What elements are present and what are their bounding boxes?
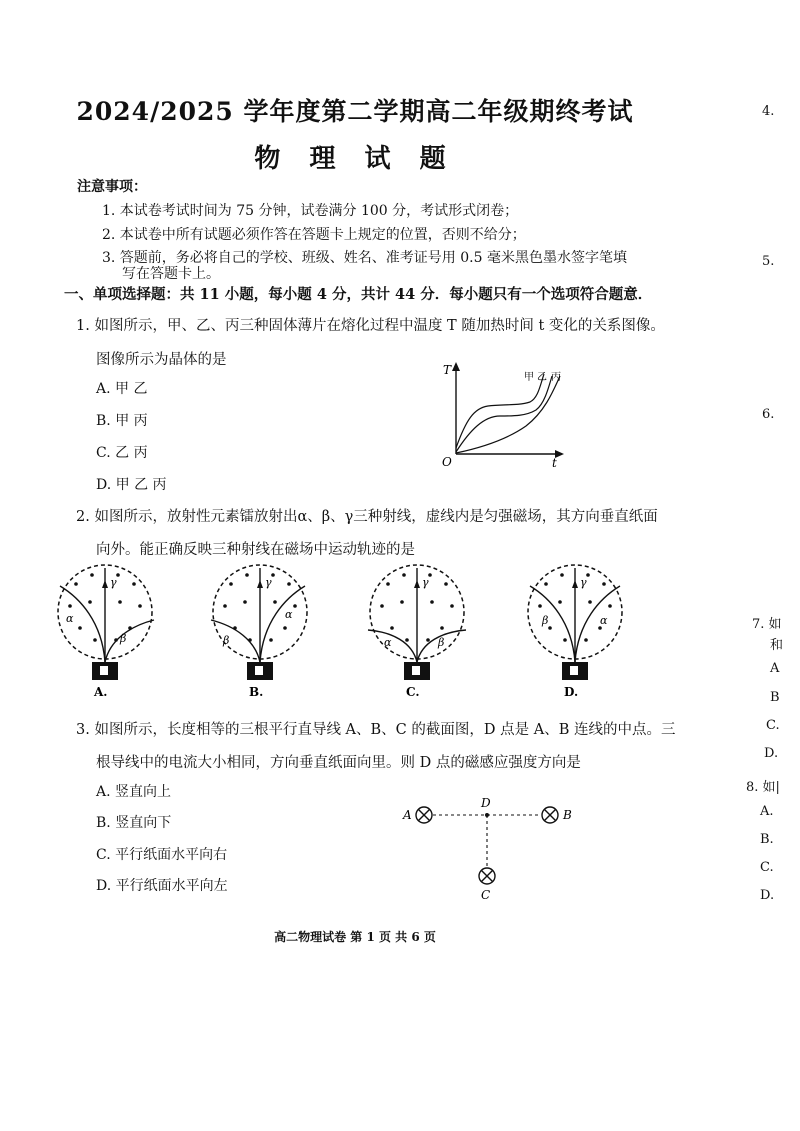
- q1-stem-line2: 图像所示为晶体的是: [96, 352, 227, 368]
- next-page-fragment: D.: [764, 746, 779, 761]
- q2-a-left-label: α: [66, 612, 74, 625]
- q2-a-gamma: γ: [110, 576, 117, 589]
- q3-point-a: A: [403, 808, 412, 822]
- next-page-fragment: 和: [770, 638, 784, 653]
- q3-stem-line2: 根导线中的电流大小相同，方向垂直纸面向里。则 D 点的磁感应强度方向是: [96, 755, 581, 771]
- next-page-fragment: B: [770, 690, 780, 705]
- notice-item: 1. 本试卷考试时间为 75 分钟，试卷满分 100 分，考试形式闭卷；: [102, 203, 519, 219]
- q2-a-right-label: β: [120, 632, 127, 645]
- q2-b-right-label: α: [285, 608, 293, 621]
- next-page-fragment: C.: [766, 718, 780, 733]
- q2-c-right-label: β: [438, 636, 445, 649]
- q1-option-d: D. 甲 乙 丙: [96, 477, 167, 493]
- exam-subtitle: 物 理 试 题: [254, 144, 456, 174]
- q1-label-jia: 甲: [524, 372, 534, 383]
- next-page-fragment: A: [770, 661, 780, 676]
- notice-item: 写在答题卡上。: [122, 266, 220, 282]
- q1-label-bing: 丙: [551, 372, 561, 383]
- q1-curve-bing: [456, 376, 560, 453]
- q1-curve-yi: [456, 376, 552, 452]
- next-page-fragment: 8. 如|: [746, 780, 780, 795]
- next-page-fragment: B.: [760, 832, 774, 847]
- q3-option-c: C. 平行纸面水平向右: [96, 847, 228, 863]
- q2-d-gamma: γ: [580, 576, 587, 589]
- next-page-fragment: 5.: [762, 254, 775, 269]
- next-page-fragment: A.: [760, 804, 774, 819]
- next-page-fragment: 4.: [762, 104, 775, 119]
- q1-origin-label: O: [442, 455, 452, 469]
- q2-d-label: D.: [564, 685, 579, 699]
- next-page-fragment: C.: [760, 860, 774, 875]
- q1-label-yi: 乙: [537, 372, 547, 383]
- q1-x-axis-label: t: [552, 456, 557, 470]
- q3-point-d: D: [481, 796, 491, 810]
- q2-b-gamma: γ: [265, 576, 272, 589]
- q3-option-d: D. 平行纸面水平向左: [96, 878, 228, 894]
- q2-d-left-label: β: [542, 614, 549, 627]
- q2-stem-line2: 向外。能正确反映三种射线在磁场中运动轨迹的是: [96, 542, 415, 558]
- next-page-fragment: D.: [760, 888, 775, 903]
- next-page-fragment: 6.: [762, 407, 775, 422]
- q1-option-c: C. 乙 丙: [96, 445, 148, 461]
- q3-point-b: B: [563, 808, 572, 822]
- q2-diagram-d: [520, 562, 630, 702]
- q3-option-b: B. 竖直向下: [96, 815, 172, 831]
- q1-option-a: A. 甲 乙: [96, 381, 148, 397]
- q2-a-label: A.: [94, 685, 108, 699]
- section-heading: 一、单项选择题：共 11 小题，每小题 4 分，共计 44 分．每小题只有一个选项符合题意．: [64, 286, 653, 303]
- q2-diagram-a: [50, 562, 160, 702]
- q2-d-right-label: α: [600, 614, 608, 627]
- q3-option-a: A. 竖直向上: [96, 784, 172, 800]
- q2-c-left-label: α: [384, 636, 392, 649]
- q3-stem-line1: 3. 如图所示，长度相等的三根平行直导线 A、B、C 的截面图，D 点是 A、B 连线的中点。三: [76, 722, 676, 738]
- q3-wire-diagram: [395, 795, 585, 905]
- page-footer: 高二物理试卷 第 1 页 共 6 页: [274, 930, 436, 944]
- exam-title: 2024/2025 学年度第二学期高二年级期终考试: [76, 97, 634, 126]
- q1-y-axis-label: T: [443, 363, 452, 377]
- next-page-fragment: 7. 如: [752, 617, 782, 632]
- q1-curve-jia: [456, 374, 544, 448]
- q1-stem-line1: 1. 如图所示，甲、乙、丙三种固体薄片在熔化过程中温度 T 随加热时间 t 变化的关系图像。: [76, 318, 665, 334]
- q2-diagram-b: [205, 562, 315, 702]
- q2-b-label: B.: [249, 685, 264, 699]
- q3-point-c: C: [481, 888, 491, 902]
- q2-c-gamma: γ: [422, 576, 429, 589]
- q1-temperature-graph: [440, 360, 580, 470]
- notice-item: 3. 答题前，务必将自己的学校、班级、姓名、准考证号用 0.5 毫米黑色墨水签字笔填: [102, 250, 627, 266]
- q2-b-left-label: β: [223, 634, 230, 647]
- notice-title: 注意事项：: [77, 179, 147, 195]
- notice-item: 2. 本试卷中所有试题必须作答在答题卡上规定的位置，否则不给分；: [102, 227, 526, 243]
- q1-option-b: B. 甲 丙: [96, 413, 148, 429]
- q2-stem-line1: 2. 如图所示，放射性元素镭放射出α、β、γ三种射线，虚线内是匀强磁场，其方向垂直纸面: [76, 509, 658, 525]
- q2-diagram-c: [362, 562, 472, 702]
- q2-c-label: C.: [406, 685, 420, 699]
